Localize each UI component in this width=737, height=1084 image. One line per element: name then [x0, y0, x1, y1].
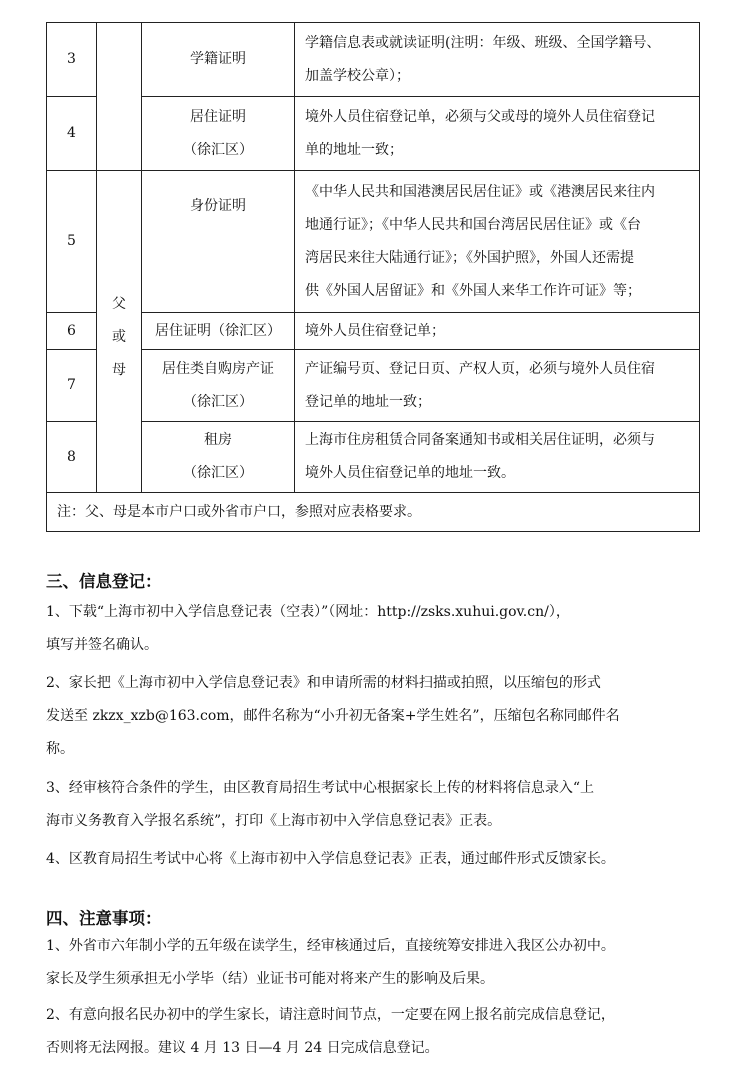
item-description: 《中华人民共和国港澳居民居住证》或《港澳居民来往内 地通行证》；《中华人民共和国台湾居民居住证》或《台 湾居民来往大陆通行证》；《外国护照》，外国人还需提 供《外国人居留证》和《外国人来华工作许可证》等； [295, 171, 700, 313]
row-number: 7 [47, 350, 97, 422]
item-name: 租房 （徐汇区） [142, 422, 295, 493]
group-char: 或 [112, 329, 126, 345]
list-item: 3、经审核符合条件的学生，由区教育局招生考试中心根据家长上传的材料将信息录入“上 海市义务教育入学报名系统”，打印《上海市初中入学信息登记表》正表。 [46, 780, 595, 829]
table-row [47, 422, 700, 493]
table-row [47, 23, 700, 97]
row-number: 4 [47, 97, 97, 171]
requirements-table [46, 22, 700, 532]
item-description: 上海市住房租赁合同备案通知书或相关居住证明，必须与 境外人员住宿登记单的地址一致。 [295, 422, 700, 493]
item-description: 境外人员住宿登记单； [295, 313, 700, 350]
table-row [47, 171, 700, 313]
list-item: 2、有意向报名民办初中的学生家长，请注意时间节点，一定要在网上报名前完成信息登记， 否则将无法网报。建议 4 月 13 日—4 月 24 日完成信息登记。 [46, 1007, 615, 1056]
section-heading: 四、注意事项： [46, 909, 162, 928]
item-description: 境外人员住宿登记单，必须与父或母的境外人员住宿登记 单的地址一致； [295, 97, 700, 171]
group-cell-parent [97, 171, 142, 493]
item-name: 居住证明（徐汇区） [142, 313, 295, 350]
row-number: 8 [47, 422, 97, 493]
item-name: 学籍证明 [142, 23, 295, 97]
section-heading: 三、信息登记： [46, 572, 162, 591]
table-row [47, 350, 700, 422]
group-char: 母 [112, 362, 126, 378]
list-item: 2、家长把《上海市初中入学信息登记表》和申请所需的材料扫描或拍照，以压缩包的形式 发送至 zkzx_xzb@163.com，邮件名称为“小升初无备案+学生姓名”，压缩包名称同邮件名 称。 [46, 675, 620, 757]
item-name: 居住类自购房产证 （徐汇区） [142, 350, 295, 422]
list-item: 1、外省市六年制小学的五年级在读学生，经审核通过后，直接统筹安排进入我区公办初中。 家长及学生须承担无小学毕（结）业证书可能对将来产生的影响及后果。 [46, 938, 615, 987]
row-number: 6 [47, 313, 97, 350]
item-description: 学籍信息表或就读证明(注明：年级、班级、全国学籍号、 加盖学校公章）； [295, 23, 700, 97]
group-char: 父 [112, 296, 126, 312]
list-item: 1、下载“上海市初中入学信息登记表（空表）”（网址：http://zsks.xuhui.gov.cn/）， 填写并签名确认。 [46, 604, 570, 653]
item-description: 产证编号页、登记日页、产权人页，必须与境外人员住宿 登记单的地址一致； [295, 350, 700, 422]
table-note-row [47, 493, 700, 532]
table-note: 注：父、母是本市户口或外省市户口，参照对应表格要求。 [47, 493, 700, 532]
table-row [47, 97, 700, 171]
table-row [47, 313, 700, 350]
row-number: 5 [47, 171, 97, 313]
item-name: 身份证明 [142, 171, 295, 313]
item-name: 居住证明 （徐汇区） [142, 97, 295, 171]
group-cell-empty [97, 23, 142, 97]
row-number: 3 [47, 23, 97, 97]
list-item: 4、区教育局招生考试中心将《上海市初中入学信息登记表》正表，通过邮件形式反馈家长。 [46, 851, 615, 867]
group-cell-empty [97, 97, 142, 171]
